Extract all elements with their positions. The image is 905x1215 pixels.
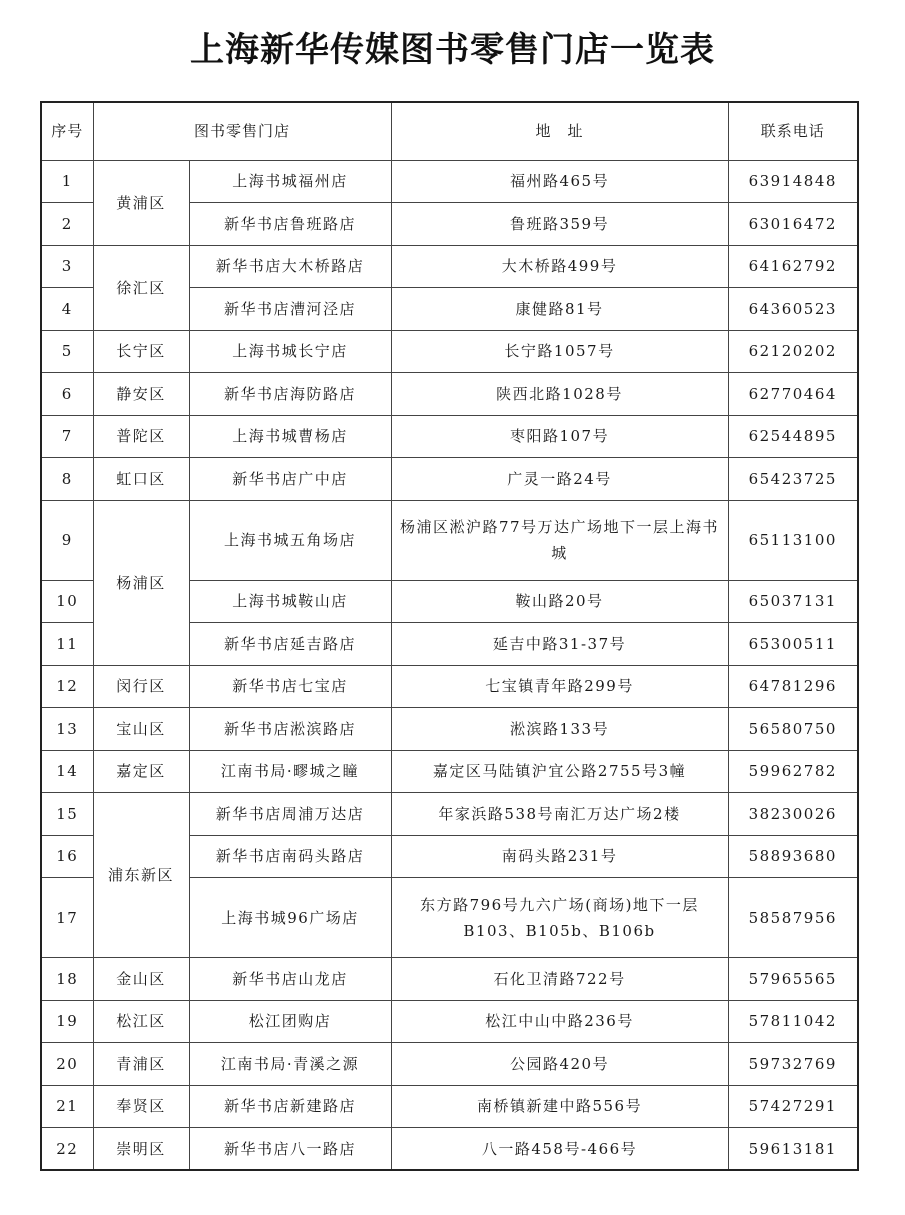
store-address: 鲁班路359号 <box>391 203 728 246</box>
store-phone: 65423725 <box>728 458 858 501</box>
store-phone: 59613181 <box>728 1128 858 1171</box>
district-cell: 静安区 <box>93 373 189 416</box>
row-number: 21 <box>41 1085 93 1128</box>
store-name: 上海书城鞍山店 <box>189 580 391 623</box>
store-phone: 58893680 <box>728 835 858 878</box>
row-number: 11 <box>41 623 93 666</box>
header-store: 图书零售门店 <box>93 102 391 160</box>
store-name: 新华书店七宝店 <box>189 665 391 708</box>
store-address: 大木桥路499号 <box>391 245 728 288</box>
table-row <box>41 373 858 416</box>
district-cell: 黄浦区 <box>93 160 189 245</box>
row-number: 16 <box>41 835 93 878</box>
store-phone: 57427291 <box>728 1085 858 1128</box>
row-number: 9 <box>41 500 93 580</box>
store-address: 鞍山路20号 <box>391 580 728 623</box>
store-address: 淞滨路133号 <box>391 708 728 751</box>
district-cell: 青浦区 <box>93 1043 189 1086</box>
store-name: 新华书店鲁班路店 <box>189 203 391 246</box>
row-number: 14 <box>41 750 93 793</box>
store-name: 新华书店南码头路店 <box>189 835 391 878</box>
store-name: 上海书城曹杨店 <box>189 415 391 458</box>
store-phone: 59962782 <box>728 750 858 793</box>
table-row <box>41 708 858 751</box>
row-number: 18 <box>41 958 93 1001</box>
district-cell: 奉贤区 <box>93 1085 189 1128</box>
table-row <box>41 793 858 836</box>
header-no: 序号 <box>41 102 93 160</box>
row-number: 3 <box>41 245 93 288</box>
store-name: 上海书城96广场店 <box>189 878 391 958</box>
district-cell: 普陀区 <box>93 415 189 458</box>
store-phone: 64162792 <box>728 245 858 288</box>
table-row <box>41 1043 858 1086</box>
store-phone: 59732769 <box>728 1043 858 1086</box>
table-row <box>41 750 858 793</box>
store-phone: 65113100 <box>728 500 858 580</box>
header-address: 地 址 <box>391 102 728 160</box>
row-number: 5 <box>41 330 93 373</box>
store-address: 松江中山中路236号 <box>391 1000 728 1043</box>
row-number: 1 <box>41 160 93 203</box>
table-header-row <box>41 102 858 160</box>
district-cell: 浦东新区 <box>93 793 189 958</box>
store-name: 新华书店延吉路店 <box>189 623 391 666</box>
row-number: 17 <box>41 878 93 958</box>
table-row <box>41 160 858 203</box>
table-row <box>41 458 858 501</box>
store-name: 新华书店大木桥路店 <box>189 245 391 288</box>
district-cell: 杨浦区 <box>93 500 189 665</box>
row-number: 4 <box>41 288 93 331</box>
store-name: 上海书城福州店 <box>189 160 391 203</box>
store-phone: 65300511 <box>728 623 858 666</box>
store-address: 南桥镇新建中路556号 <box>391 1085 728 1128</box>
district-cell: 嘉定区 <box>93 750 189 793</box>
store-address: 公园路420号 <box>391 1043 728 1086</box>
store-phone: 65037131 <box>728 580 858 623</box>
table-row <box>41 500 858 580</box>
store-phone: 58587956 <box>728 878 858 958</box>
district-cell: 金山区 <box>93 958 189 1001</box>
store-name: 新华书店漕河泾店 <box>189 288 391 331</box>
district-cell: 徐汇区 <box>93 245 189 330</box>
row-number: 13 <box>41 708 93 751</box>
store-address: 东方路796号九六广场(商场)地下一层B103、B105b、B106b <box>391 878 728 958</box>
store-phone: 63016472 <box>728 203 858 246</box>
row-number: 8 <box>41 458 93 501</box>
table-row <box>41 1000 858 1043</box>
store-phone: 56580750 <box>728 708 858 751</box>
store-name: 新华书店海防路店 <box>189 373 391 416</box>
store-name: 新华书店新建路店 <box>189 1085 391 1128</box>
store-phone: 64360523 <box>728 288 858 331</box>
store-phone: 62120202 <box>728 330 858 373</box>
header-phone: 联系电话 <box>728 102 858 160</box>
store-phone: 64781296 <box>728 665 858 708</box>
store-name: 新华书店山龙店 <box>189 958 391 1001</box>
district-cell: 虹口区 <box>93 458 189 501</box>
store-address: 广灵一路24号 <box>391 458 728 501</box>
store-name: 上海书城长宁店 <box>189 330 391 373</box>
store-address: 长宁路1057号 <box>391 330 728 373</box>
row-number: 12 <box>41 665 93 708</box>
store-name: 上海书城五角场店 <box>189 500 391 580</box>
table-row <box>41 1128 858 1171</box>
store-name: 江南书局·青溪之源 <box>189 1043 391 1086</box>
store-phone: 57965565 <box>728 958 858 1001</box>
row-number: 22 <box>41 1128 93 1171</box>
store-address: 七宝镇青年路299号 <box>391 665 728 708</box>
store-name: 新华书店八一路店 <box>189 1128 391 1171</box>
district-cell: 松江区 <box>93 1000 189 1043</box>
store-address: 陕西北路1028号 <box>391 373 728 416</box>
store-address: 八一路458号-466号 <box>391 1128 728 1171</box>
store-table <box>40 101 859 1171</box>
table-row <box>41 415 858 458</box>
store-name: 新华书店淞滨路店 <box>189 708 391 751</box>
table-row <box>41 665 858 708</box>
store-name: 新华书店周浦万达店 <box>189 793 391 836</box>
store-phone: 62770464 <box>728 373 858 416</box>
store-address: 嘉定区马陆镇沪宜公路2755号3幢 <box>391 750 728 793</box>
store-address: 枣阳路107号 <box>391 415 728 458</box>
store-name: 新华书店广中店 <box>189 458 391 501</box>
table-row <box>41 1085 858 1128</box>
store-address: 石化卫清路722号 <box>391 958 728 1001</box>
store-address: 康健路81号 <box>391 288 728 331</box>
store-address: 南码头路231号 <box>391 835 728 878</box>
store-name: 江南书局·疁城之瞳 <box>189 750 391 793</box>
row-number: 7 <box>41 415 93 458</box>
table-row <box>41 958 858 1001</box>
row-number: 15 <box>41 793 93 836</box>
store-phone: 63914848 <box>728 160 858 203</box>
store-address: 杨浦区淞沪路77号万达广场地下一层上海书城 <box>391 500 728 580</box>
table-row <box>41 330 858 373</box>
store-address: 年家浜路538号南汇万达广场2楼 <box>391 793 728 836</box>
row-number: 20 <box>41 1043 93 1086</box>
store-phone: 62544895 <box>728 415 858 458</box>
store-name: 松江团购店 <box>189 1000 391 1043</box>
table-row <box>41 245 858 288</box>
store-address: 延吉中路31-37号 <box>391 623 728 666</box>
store-phone: 57811042 <box>728 1000 858 1043</box>
store-address: 福州路465号 <box>391 160 728 203</box>
row-number: 10 <box>41 580 93 623</box>
district-cell: 宝山区 <box>93 708 189 751</box>
table-body <box>41 160 858 1170</box>
page-title: 上海新华传媒图书零售门店一览表 <box>190 30 715 70</box>
row-number: 6 <box>41 373 93 416</box>
store-phone: 38230026 <box>728 793 858 836</box>
row-number: 19 <box>41 1000 93 1043</box>
district-cell: 崇明区 <box>93 1128 189 1171</box>
district-cell: 闵行区 <box>93 665 189 708</box>
district-cell: 长宁区 <box>93 330 189 373</box>
row-number: 2 <box>41 203 93 246</box>
